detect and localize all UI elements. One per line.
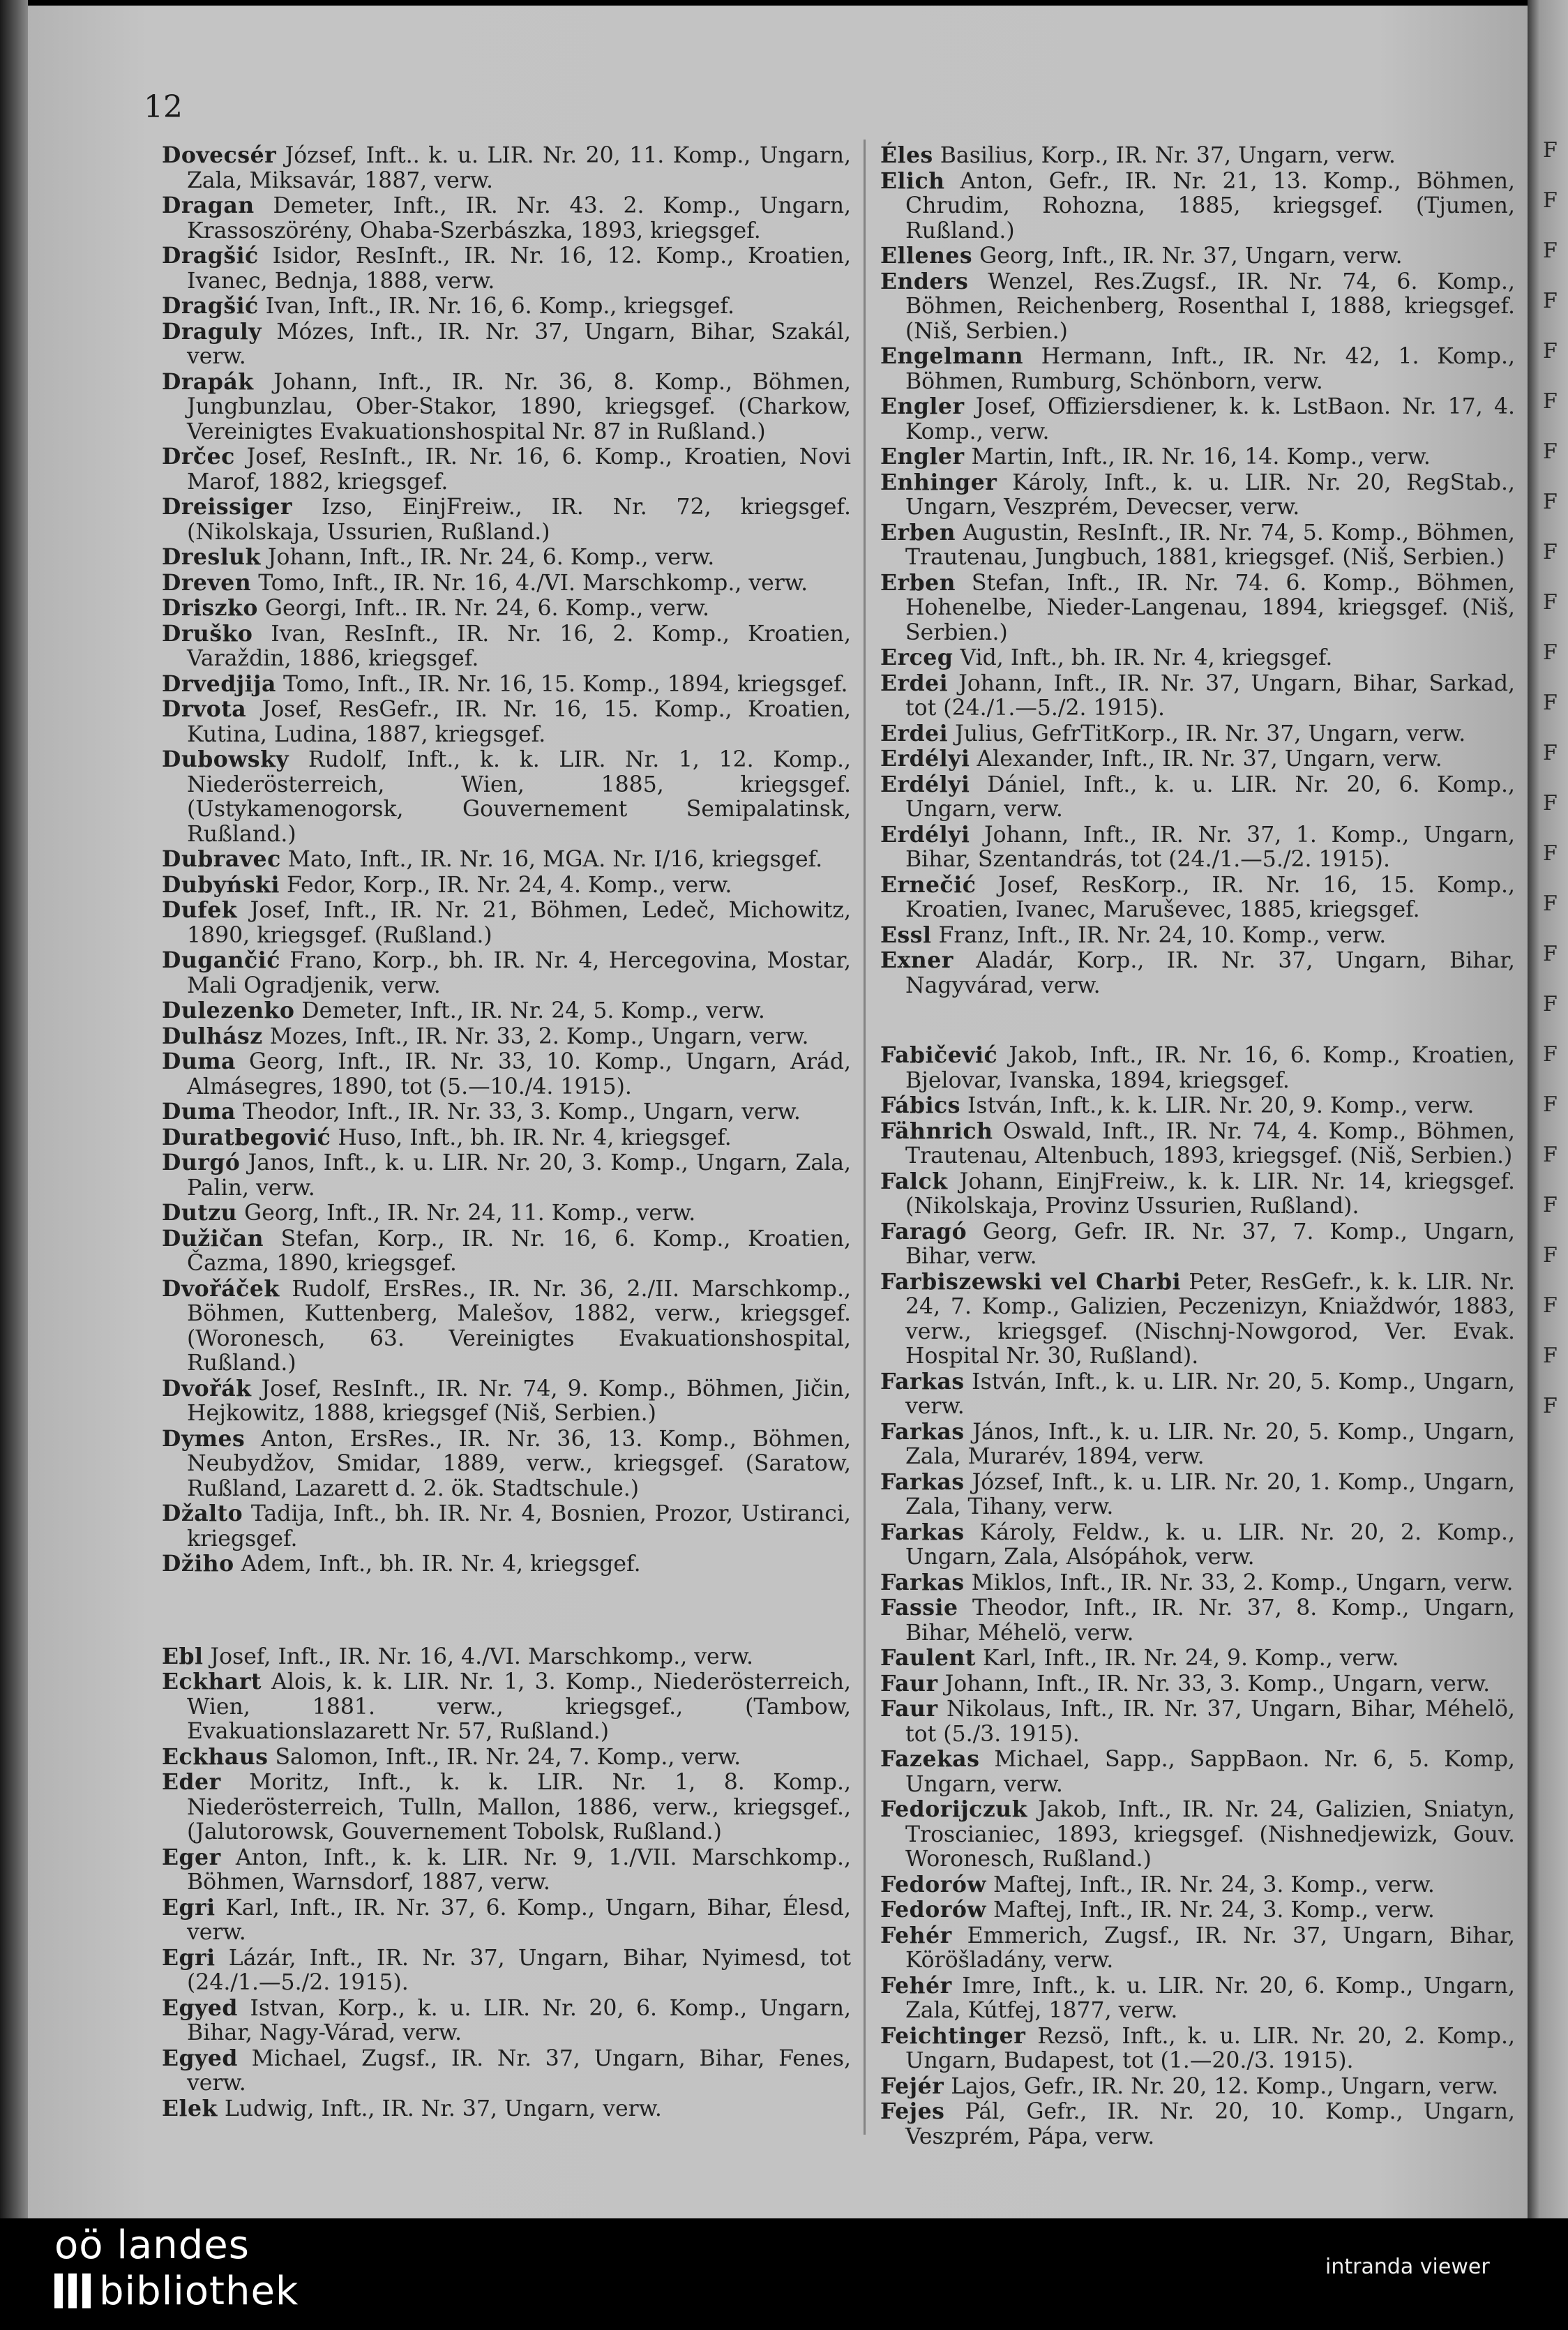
list-item [880,822,1515,873]
entry-surname: Erdélyi [880,771,970,797]
list-item [162,596,851,622]
left-column [162,143,851,2121]
entry-surname: Ebl [162,1643,204,1669]
entry-details: Tomo, Inft., IR. Nr. 16, 4./VI. Marschkomp., verw. [251,570,808,596]
entry-details: Mozes, Inft., IR. Nr. 33, 2. Komp., Ungarn, verw. [262,1023,809,1049]
entry-details: Dániel, Inft., k. u. LIR. Nr. 20, 6. Komp., Ungarn, verw. [905,772,1515,822]
entry-details: Johann, Inft., IR. Nr. 37, Ungarn, Bihar, Sarkad, tot (24./1.—5./2. 1915). [905,670,1515,721]
list-item [162,545,851,571]
adjacent-page-letter: F [1543,289,1558,313]
entry-details: Mózes, Inft., IR. Nr. 37, Ungarn, Bihar, Szakál, verw. [187,319,851,369]
entry-details: Rudolf, Inft., k. k. LIR. Nr. 1, 12. Komp., Niederösterreich, Wien, 1885, kriegsgef. (Ustykamenogorsk, Gouvernement Semipalatinsk, Rußland.) [187,747,851,847]
adjacent-page-letter: F [1543,691,1558,715]
entry-details: Oswald, Inft., IR. Nr. 74, 4. Komp., Böhmen, Trautenau, Altenbuch, 1893, kriegsgef. (Niš, Serbien.) [905,1118,1515,1168]
entry-details: Johann, Inft., IR. Nr. 24, 6. Komp., verw. [260,545,715,570]
list-item [162,1024,851,1050]
entry-surname: Erben [880,569,956,596]
entry-details: Mato, Inft., IR. Nr. 16, MGA. Nr. I/16, kriegsgef. [280,847,823,872]
adjacent-page-letter: F [1543,1243,1558,1268]
list-item [162,747,851,847]
list-item [162,948,851,998]
adjacent-page-edge [1528,0,1568,2218]
list-item [162,143,851,193]
entry-surname: Drvedjija [162,670,276,697]
entry-surname: Eder [162,1769,221,1795]
list-item [880,721,1515,747]
entry-surname: Dubowsky [162,746,289,772]
entry-surname: Egyed [162,2045,238,2071]
entry-details: Huso, Inft., bh. IR. Nr. 4, kriegsgef. [331,1125,732,1150]
list-item [880,1697,1515,1747]
entry-details: Johann, Inft., IR. Nr. 36, 8. Komp., Böhmen, Jungbunzlau, Ober-Stakor, 1890, kriegsgef. (Charkow, Vereinigtes Evakuationshospital Nr. 87 in Rußland.) [187,369,851,444]
list-item [162,1946,851,1996]
entry-details: Anton, Gefr., IR. Nr. 21, 13. Komp., Böhmen, Chrudim, Rohozna, 1885, kriegsgef. (Tjumen, Rußland.) [905,168,1515,243]
list-item [162,1770,851,1845]
entry-details: Aladár, Korp., IR. Nr. 37, Ungarn, Bihar, Nagyvárad, verw. [905,948,1515,998]
entry-details: Georg, Inft., IR. Nr. 37, Ungarn, verw. [972,243,1403,269]
entry-details: Julius, GefrTitKorp., IR. Nr. 37, Ungarn, verw. [948,721,1466,746]
page-number: 12 [144,89,183,125]
entry-surname: Fassie [880,1595,958,1621]
entry-surname: Faur [880,1696,938,1722]
entry-surname: Erdei [880,670,949,696]
list-item [162,1644,851,1670]
list-item [880,571,1515,646]
entry-surname: Farkas [880,1569,965,1595]
entry-details: Peter, ResGefr., k. k. LIR. Nr. 24, 7. Komp., Galizien, Peczenizyn, Kniaždwór, 1883, verw., kriegsgef. (Nischnj-Nowgorod, Ver. Evak. Hospital Nr. 30, Rußland). [905,1269,1515,1369]
list-item [880,2099,1515,2149]
list-item [880,1646,1515,1671]
entry-details: Adem, Inft., bh. IR. Nr. 4, kriegsgef. [234,1551,641,1577]
list-item [880,1093,1515,1119]
entry-details: Maftej, Inft., IR. Nr. 24, 3. Komp., verw. [986,1897,1435,1923]
entry-surname: Erdélyi [880,746,970,772]
entry-surname: Erdei [880,720,949,746]
list-item [162,898,851,948]
entry-surname: Fazekas [880,1746,980,1772]
adjacent-page-letter: F [1543,1092,1558,1117]
entry-surname: Dubravec [162,846,281,872]
entry-surname: Feichtinger [880,2022,1026,2049]
entry-details: Johann, Inft., IR. Nr. 37, 1. Komp., Ungarn, Bihar, Szentandrás, tot (24./1.—5./2. 1915). [905,822,1515,872]
list-item [880,1420,1515,1470]
entry-surname: Exner [880,947,953,973]
entry-details: Wenzel, Res.Zugsf., IR. Nr. 74, 6. Komp., Böhmen, Reichenberg, Rosenthal I, 1888, kriegsgef. (Niš, Serbien.) [905,269,1515,344]
entry-surname: Faulent [880,1645,976,1671]
entry-details: Georg, Inft., IR. Nr. 33, 10. Komp., Ungarn, Arád, Almásegres, 1890, tot (5.—10./4. 1915). [187,1049,851,1099]
list-item [162,320,851,370]
entry-surname: Dulhász [162,1023,263,1049]
adjacent-page-letter: F [1543,1394,1558,1418]
entry-surname: Dutzu [162,1200,238,1226]
adjacent-page-letter: F [1543,1143,1558,1167]
entry-surname: Dufek [162,897,238,923]
entry-details: Karl, Inft., IR. Nr. 37, 6. Komp., Ungarn, Bihar, Élesd, verw. [187,1895,851,1945]
entry-surname: Drčec [162,444,235,469]
entry-details: Basilius, Korp., IR. Nr. 37, Ungarn, verw. [933,143,1396,168]
list-item [880,1872,1515,1898]
list-item [880,444,1515,470]
entry-surname: Druško [162,620,253,647]
list-item [880,923,1515,949]
right-column [880,143,1515,2149]
entry-details: Tadija, Inft., bh. IR. Nr. 4, Bosnien, Prozor, Ustiranci, kriegsgef. [187,1501,851,1551]
entry-details: Demeter, Inft., IR. Nr. 24, 5. Komp., verw. [294,998,765,1023]
list-item [162,1226,851,1277]
adjacent-page-letter: F [1543,339,1558,363]
entry-surname: Dužičan [162,1225,264,1252]
entry-details: Janos, Inft., k. u. LIR. Nr. 20, 3. Komp., Ungarn, Zala, Palin, verw. [187,1150,851,1201]
entry-surname: Fehér [880,1972,952,1999]
list-item [880,1570,1515,1596]
list-item [880,1369,1515,1420]
list-item [162,571,851,596]
list-item [162,622,851,672]
entry-surname: Džiho [162,1551,234,1577]
entry-details: Karl, Inft., IR. Nr. 24, 9. Komp., verw. [975,1646,1399,1671]
entry-details: Lajos, Gefr., IR. Nr. 20, 12. Komp., Ungarn, verw. [944,2073,1499,2099]
adjacent-page-letter: F [1543,892,1558,916]
list-item [162,1895,851,1946]
entry-details: Rezsö, Inft., k. u. LIR. Nr. 20, 2. Komp., Ungarn, Budapest, tot (1.—20./3. 1915). [905,2023,1515,2073]
entry-details: Nikolaus, Inft., IR. Nr. 37, Ungarn, Bihar, Méhelö, tot (5./3. 1915). [905,1697,1515,1747]
list-item [880,243,1515,269]
list-item [880,1897,1515,1923]
entry-details: Demeter, Inft., IR. Nr. 43. 2. Komp., Ungarn, Krassoszörény, Ohaba-Szerbászka, 1893, kriegsgef. [187,193,851,243]
entry-details: Georg, Inft., IR. Nr. 24, 11. Komp., verw. [237,1201,696,1226]
adjacent-page-letter: F [1543,741,1558,765]
entry-details: Izso, EinjFreiw., IR. Nr. 72, kriegsgef. (Nikolskaja, Ussurien, Rußland.) [187,495,851,545]
entry-details: Martin, Inft., IR. Nr. 16, 14. Komp., verw. [964,444,1431,469]
adjacent-page-letter: F [1543,1042,1558,1067]
entry-details: Ivan, Inft., IR. Nr. 16, 6. Komp., kriegsgef. [258,294,734,319]
entry-surname: Enhinger [880,469,997,495]
entry-surname: Dovecsér [162,142,277,168]
list-item [162,1049,851,1099]
entry-details: István, Inft., k. u. LIR. Nr. 20, 5. Komp., Ungarn, verw. [905,1369,1515,1419]
adjacent-page-letter: F [1543,138,1558,163]
entry-surname: Dragšić [162,243,259,269]
entry-details: Imre, Inft., k. u. LIR. Nr. 20, 6. Komp., Ungarn, Zala, Kútfej, 1877, verw. [905,1973,1515,2023]
list-item [880,1119,1515,1169]
entry-surname: Dragšić [162,293,259,319]
entry-details: Josef, Inft., IR. Nr. 21, Böhmen, Ledeč, Michowitz, 1890, kriegsgef. (Rußland.) [187,898,851,948]
entry-surname: Fehér [880,1922,952,1948]
entry-surname: Fedorów [880,1871,986,1897]
adjacent-page-letter: F [1543,1293,1558,1318]
entry-details: Tomo, Inft., IR. Nr. 16, 15. Komp., 1894, kriegsgef. [276,671,848,697]
entry-details: Lázár, Inft., IR. Nr. 37, Ungarn, Bihar, Nyimesd, tot (24./1.—5./2. 1915). [187,1945,851,1995]
entry-surname: Dresluk [162,544,261,570]
list-item [880,1169,1515,1219]
list-item [880,344,1515,394]
library-logo-line2: bibliothek [54,2269,299,2314]
entry-surname: Elek [162,2095,218,2121]
entry-surname: Falck [880,1168,948,1194]
adjacent-page-letter: F [1543,239,1558,263]
entry-details: Josef, ResInft., IR. Nr. 16, 6. Komp., Kroatien, Novi Marof, 1882, kriegsgef. [187,444,851,495]
list-item [880,1595,1515,1646]
adjacent-page-letter: F [1543,389,1558,414]
list-item [162,370,851,445]
list-item [162,1745,851,1771]
entry-surname: Dulezenko [162,998,295,1023]
entry-details: József, Inft.. k. u. LIR. Nr. 20, 11. Komp., Ungarn, Zala, Miksavár, 1887, verw. [187,143,851,193]
list-item [880,1043,1515,1093]
list-item [880,394,1515,444]
entry-surname: Farbiszewski vel Charbi [880,1268,1182,1295]
entry-details: Theodor, Inft., IR. Nr. 37, 8. Komp., Ungarn, Bihar, Méhelö, verw. [905,1595,1515,1646]
entries-d-section [162,143,851,1577]
adjacent-page-letter: F [1543,791,1558,816]
list-item [162,1125,851,1151]
entry-details: Hermann, Inft., IR. Nr. 42, 1. Komp., Böhmen, Rumburg, Schönborn, verw. [905,344,1515,394]
entry-surname: Faragó [880,1218,967,1245]
list-item [880,746,1515,772]
entry-details: Alois, k. k. LIR. Nr. 1, 3. Komp., Niederösterreich, Wien, 1881. verw., kriegsgef., (Tambow, Evakuationslazarett Nr. 57, Rußland.) [187,1669,851,1744]
entry-surname: Erceg [880,645,953,670]
list-item [880,948,1515,998]
entry-surname: Éles [880,142,933,168]
entry-details: Georgi, Inft.. IR. Nr. 24, 6. Komp., verw. [257,596,710,621]
entry-details: Salomon, Inft., IR. Nr. 24, 7. Komp., verw. [268,1744,741,1770]
list-item [162,1845,851,1895]
entry-details: Josef, Offiziersdiener, k. k. LstBaon. Nr. 17, 4. Komp., verw. [905,394,1515,444]
list-item [162,1427,851,1502]
entry-surname: Dreven [162,569,252,596]
entry-details: Augustin, ResInft., IR. Nr. 74, 5. Komp., Böhmen, Trautenau, Jungbuch, 1881, kriegsgef. (Niš, Serbien.) [905,520,1515,570]
logo-bars-icon [54,2273,93,2308]
list-item [162,444,851,495]
entries-f-section [880,1043,1515,2149]
entry-surname: Farkas [880,1519,965,1545]
list-item [880,1974,1515,2024]
book-spine [0,0,28,2218]
entry-surname: Driszko [162,595,258,621]
list-item [880,1671,1515,1697]
list-item [162,697,851,747]
entry-surname: Elich [880,167,945,194]
entry-surname: Drapák [162,368,254,395]
list-item [880,2074,1515,2100]
list-item [162,294,851,320]
entry-details: Josef, ResGefr., IR. Nr. 16, 15. Komp., Kroatien, Kutina, Ludina, 1887, kriegsgef. [187,697,851,747]
entry-surname: Egyed [162,1994,238,2021]
entry-surname: Durgó [162,1150,241,1175]
list-item [880,470,1515,520]
entry-details: Josef, ResKorp., IR. Nr. 16, 15. Komp., Kroatien, Ivanec, Maruševec, 1885, kriegsgef. [905,872,1515,922]
list-item [880,1747,1515,1797]
entry-surname: Dugančić [162,947,280,973]
entry-details: Anton, Inft., k. k. LIR. Nr. 9, 1./VII. Marschkomp., Böhmen, Warnsdorf, 1887, verw. [187,1844,851,1895]
entry-surname: Duma [162,1048,236,1074]
entry-surname: Dreissiger [162,494,293,520]
adjacent-page-letter: F [1543,992,1558,1016]
entry-details: Johann, EinjFreiw., k. k. LIR. Nr. 14, kriegsgef. (Nikolskaja, Provinz Ussurien, Rußland). [905,1168,1515,1219]
entry-surname: Essl [880,922,932,948]
entry-surname: Egri [162,1894,216,1921]
entry-surname: Engelmann [880,343,1023,369]
entry-details: Jakob, Inft., IR. Nr. 24, Galizien, Sniatyn, Troscianiec, 1893, kriegsgef. (Nishnedjewizk, Gouv. Woronesch, Rußland.) [905,1797,1515,1872]
adjacent-page-letter: F [1543,640,1558,665]
entry-details: József, Inft., k. u. LIR. Nr. 20, 1. Komp., Ungarn, Zala, Tihany, verw. [905,1469,1515,1519]
entry-details: Franz, Inft., IR. Nr. 24, 10. Komp., verw. [931,922,1387,948]
entry-surname: Dragan [162,193,255,218]
entry-details: István, Inft., k. k. LIR. Nr. 20, 9. Komp., verw. [960,1093,1475,1118]
entry-details: Isidor, ResInft., IR. Nr. 16, 12. Komp., Kroatien, Ivanec, Bednja, 1888, verw. [187,243,851,294]
entry-surname: Enders [880,268,969,294]
list-item [162,873,851,899]
entry-surname: Egri [162,1944,216,1971]
adjacent-page-letter: F [1543,490,1558,514]
entry-details: Rudolf, ErsRes., IR. Nr. 36, 2./II. Marschkomp., Böhmen, Kuttenberg, Malešov, 1882, verw., kriegsgef. (Woronesch, 63. Vereinigtes Evakuationshospital, Rußland.) [187,1276,851,1376]
entry-surname: Dymes [162,1425,246,1452]
entry-details: Ivan, ResInft., IR. Nr. 16, 2. Komp., Kroatien, Varaždin, 1886, kriegsgef. [187,621,851,671]
entry-surname: Engler [880,393,965,419]
list-item [162,243,851,294]
list-item [880,645,1515,671]
list-item [162,1201,851,1226]
entry-surname: Dvořáček [162,1275,280,1302]
list-item [880,269,1515,345]
list-item [880,1797,1515,1872]
list-item [162,1277,851,1376]
list-item [880,1470,1515,1520]
entry-details: Károly, Feldw., k. u. LIR. Nr. 20, 2. Komp., Ungarn, Zala, Alsópáhok, verw. [905,1519,1515,1570]
entries-e-section [162,1644,851,2122]
adjacent-page-letter: F [1543,540,1558,564]
entries-e-continued-section [880,143,1515,998]
entry-surname: Eger [162,1844,221,1870]
entry-details: Stefan, Korp., IR. Nr. 16, 6. Komp., Kroatien, Čazma, 1890, kriegsgef. [187,1226,851,1276]
entry-surname: Eckhart [162,1669,262,1694]
entry-surname: Ernečić [880,871,977,898]
entry-surname: Fedorijczuk [880,1796,1027,1822]
list-item [880,1520,1515,1570]
entry-surname: Engler [880,444,965,469]
list-item [162,1996,851,2046]
entry-surname: Fejér [880,2073,944,2099]
adjacent-page-letter: F [1543,1344,1558,1368]
entry-surname: Farkas [880,1368,965,1395]
entry-surname: Ellenes [880,243,973,269]
list-item [162,1501,851,1551]
list-item [880,772,1515,822]
entry-details: Istvan, Korp., k. u. LIR. Nr. 20, 6. Komp., Ungarn, Bihar, Nagy-Várad, verw. [187,1995,851,2045]
list-item [162,1551,851,1577]
entry-surname: Dvořák [162,1375,252,1401]
list-item [162,672,851,698]
entry-details: Maftej, Inft., IR. Nr. 24, 3. Komp., verw. [986,1872,1435,1897]
list-item [880,143,1515,169]
list-item [880,873,1515,923]
entry-surname: Draguly [162,318,262,345]
entry-details: Moritz, Inft., k. k. LIR. Nr. 1, 8. Komp., Niederösterreich, Tulln, Mallon, 1886, verw., kriegsgef., (Jalutorowsk, Gouvernement Tobolsk, Rußland.) [187,1770,851,1844]
entry-surname: Fábics [880,1092,960,1118]
list-item [162,998,851,1024]
entry-surname: Džalto [162,1501,243,1526]
entry-details: Michael, Zugsf., IR. Nr. 37, Ungarn, Bihar, Fenes, verw. [187,2045,851,2096]
list-item [162,1376,851,1427]
list-item [162,1099,851,1125]
column-divider [864,140,866,2135]
entry-details: Johann, Inft., IR. Nr. 33, 3. Komp., Ungarn, verw. [937,1671,1491,1697]
list-item [162,495,851,545]
entry-surname: Fähnrich [880,1118,993,1144]
list-item [880,520,1515,571]
list-item [162,2046,851,2096]
entry-details: Pál, Gefr., IR. Nr. 20, 10. Komp., Ungarn, Veszprém, Pápa, verw. [905,2099,1515,2149]
entry-details: Fedor, Korp., IR. Nr. 24, 4. Komp., verw. [279,872,732,898]
adjacent-page-letter: F [1543,841,1558,866]
list-item [880,671,1515,721]
entry-details: János, Inft., k. u. LIR. Nr. 20, 5. Komp., Ungarn, Zala, Murarév, 1894, verw. [905,1419,1515,1469]
entry-details: Jakob, Inft., IR. Nr. 16, 6. Komp., Kroatien, Bjelovar, Ivanska, 1894, kriegsgef. [905,1043,1515,1093]
entry-details: Alexander, Inft., IR. Nr. 37, Ungarn, verw. [970,746,1442,772]
entry-surname: Duma [162,1099,236,1125]
entry-details: Josef, Inft., IR. Nr. 16, 4./VI. Marschkomp., verw. [203,1644,753,1669]
adjacent-page-letter: F [1543,942,1558,966]
entry-details: Josef, ResInft., IR. Nr. 74, 9. Komp., Böhmen, Jičin, Hejkowitz, 1888, kriegsgef (Niš, Serbien.) [187,1376,851,1426]
entry-surname: Erdélyi [880,821,970,848]
entry-details: Anton, ErsRes., IR. Nr. 36, 13. Komp., Böhmen, Neubydžov, Smidar, 1889, verw., kriegsgef. (Saratow, Rußland, Lazarett d. 2. ök. Stadtschule.) [187,1426,851,1501]
adjacent-page-letter: F [1543,1193,1558,1217]
entry-details: Georg, Gefr. IR. Nr. 37, 7. Komp., Ungarn, Bihar, verw. [905,1219,1515,1269]
entry-surname: Fejes [880,2098,945,2124]
entry-surname: Drvota [162,696,247,722]
list-item [880,2024,1515,2074]
entry-surname: Eckhaus [162,1743,269,1770]
entry-details: Theodor, Inft., IR. Nr. 33, 3. Komp., Ungarn, verw. [235,1099,801,1125]
entry-surname: Dubyński [162,871,280,898]
entry-surname: Farkas [880,1418,965,1445]
list-item [880,1270,1515,1369]
entry-surname: Fedorów [880,1897,986,1923]
adjacent-page-letter: F [1543,590,1558,615]
list-item [162,1150,851,1201]
entry-surname: Duratbegović [162,1124,331,1150]
viewer-label: intranda viewer [1325,2255,1490,2279]
list-item [880,169,1515,244]
list-item [162,2096,851,2122]
adjacent-page-letter: F [1543,188,1558,213]
library-logo-line1: oö landes [54,2223,250,2268]
entry-details: Frano, Korp., bh. IR. Nr. 4, Hercegovina, Mostar, Mali Ogradjenik, verw. [187,948,851,998]
list-item [880,1219,1515,1270]
list-item [880,1923,1515,1974]
entry-surname: Erben [880,519,956,546]
entry-surname: Fabičević [880,1042,998,1068]
entry-details: Michael, Sapp., SappBaon. Nr. 6, 5. Komp, Ungarn, verw. [905,1747,1515,1797]
entry-surname: Faur [880,1670,938,1697]
entry-details: Emmerich, Zugsf., IR. Nr. 37, Ungarn, Bihar, Köröšladány, verw. [905,1923,1515,1973]
entry-details: Vid, Inft., bh. IR. Nr. 4, kriegsgef. [953,645,1333,670]
list-item [162,847,851,873]
entry-details: Miklos, Inft., IR. Nr. 33, 2. Komp., Ungarn, verw. [964,1570,1514,1595]
entry-details: Károly, Inft., k. u. LIR. Nr. 20, RegStab., Ungarn, Veszprém, Devecser, verw. [905,469,1515,520]
entry-details: Ludwig, Inft., IR. Nr. 37, Ungarn, verw. [217,2096,662,2121]
entry-details: Stefan, Inft., IR. Nr. 74. 6. Komp., Böhmen, Hohenelbe, Nieder-Langenau, 1894, kriegsgef. (Niš, Serbien.) [905,570,1515,645]
adjacent-page-letter: F [1543,439,1558,464]
list-item [162,1669,851,1745]
list-item [162,193,851,243]
entry-surname: Farkas [880,1468,965,1495]
